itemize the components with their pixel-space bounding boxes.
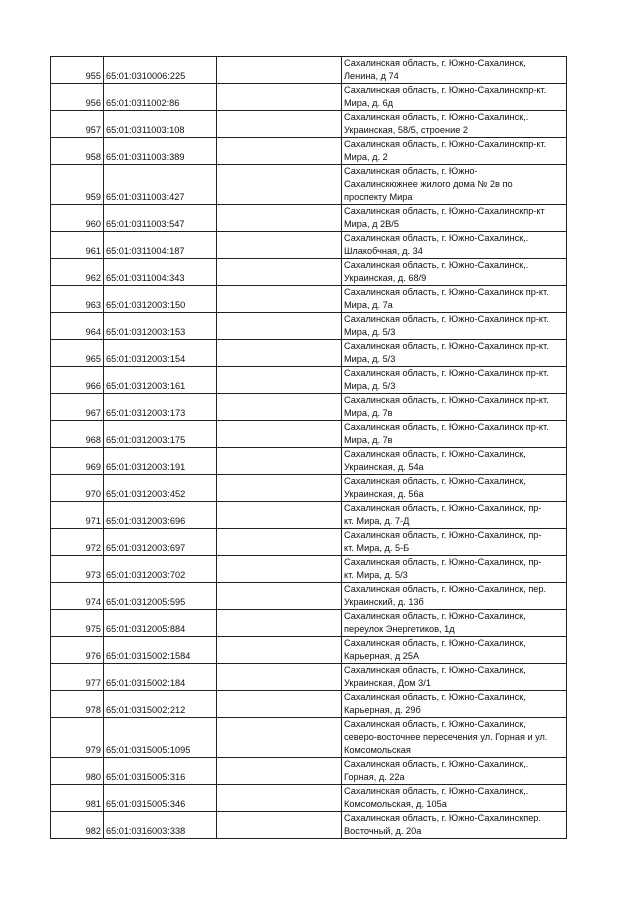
row-number: 962 (51, 259, 104, 286)
address-cell (342, 718, 567, 758)
row-number: 972 (51, 529, 104, 556)
empty-cell (217, 313, 342, 340)
address-line: Сахалинская область, г. Южно-Сахалинскпр-кт (344, 206, 545, 216)
address-line: Сахалинская область, г. Южно-Сахалинск,. (344, 112, 529, 122)
address-line: Мира, д. 7а (344, 300, 393, 310)
cadastral-number: 65:01:0311002:86 (104, 84, 217, 111)
address-cell (342, 556, 567, 583)
cadastral-number: 65:01:0315005:316 (104, 758, 217, 785)
address-line: кт. Мира, д. 7-Д (344, 516, 410, 526)
empty-cell (217, 259, 342, 286)
row-number: 959 (51, 165, 104, 205)
address-cell (342, 529, 567, 556)
empty-cell (217, 394, 342, 421)
row-number: 973 (51, 556, 104, 583)
empty-cell (217, 583, 342, 610)
table-row (51, 111, 567, 138)
cadastral-number: 65:01:0312003:175 (104, 421, 217, 448)
address-line: Сахалинская область, г. Южно-Сахалинск, (344, 58, 526, 68)
address-line: Сахалинская область, г. Южно-Сахалинск,. (344, 233, 529, 243)
address-cell (342, 785, 567, 812)
table-row (51, 502, 567, 529)
row-number: 971 (51, 502, 104, 529)
address-line: Сахалинская область, г. Южно-Сахалинскпр-кт. (344, 139, 547, 149)
address-line: Карьерная, д 25А (344, 651, 420, 661)
address-line: Мира, д. 5/3 (344, 327, 396, 337)
row-number: 978 (51, 691, 104, 718)
address-line: Мира, д 2В/5 (344, 219, 399, 229)
empty-cell (217, 502, 342, 529)
cadastral-number: 65:01:0312003:154 (104, 340, 217, 367)
address-line: Сахалинская область, г. Южно-Сахалинскпер. (344, 813, 541, 823)
row-number: 955 (51, 57, 104, 84)
address-cell (342, 286, 567, 313)
registry-table (50, 56, 567, 839)
empty-cell (217, 718, 342, 758)
registry-rows (51, 57, 567, 839)
row-number: 976 (51, 637, 104, 664)
address-cell (342, 84, 567, 111)
address-line: Украинская, 58/5, строение 2 (344, 125, 468, 135)
address-line: Комсомольская, д. 105а (344, 799, 447, 809)
empty-cell (217, 529, 342, 556)
address-line: Сахалинская область, г. Южно-Сахалинск,. (344, 260, 529, 270)
table-row (51, 475, 567, 502)
empty-cell (217, 691, 342, 718)
row-number: 980 (51, 758, 104, 785)
address-line: кт. Мира, д. 5/3 (344, 570, 408, 580)
empty-cell (217, 556, 342, 583)
table-row (51, 785, 567, 812)
row-number: 981 (51, 785, 104, 812)
address-line: Украинская, Дом 3/1 (344, 678, 431, 688)
table-row (51, 259, 567, 286)
row-number: 964 (51, 313, 104, 340)
cadastral-number: 65:01:0311003:108 (104, 111, 217, 138)
row-number: 963 (51, 286, 104, 313)
address-line: Сахалинская область, г. Южно-Сахалинск, пр- (344, 503, 542, 513)
address-cell (342, 340, 567, 367)
empty-cell (217, 785, 342, 812)
address-cell (342, 259, 567, 286)
address-cell (342, 367, 567, 394)
cadastral-number: 65:01:0312003:161 (104, 367, 217, 394)
row-number: 977 (51, 664, 104, 691)
empty-cell (217, 448, 342, 475)
address-line: Сахалинская область, г. Южно-Сахалинск, (344, 638, 526, 648)
address-line: Сахалинская область, г. Южно-Сахалинск пр-кт. (344, 395, 549, 405)
address-cell (342, 812, 567, 839)
row-number: 970 (51, 475, 104, 502)
address-line: Ленина, д 74 (344, 71, 399, 81)
address-line: переулок Энергетиков, 1д (344, 624, 455, 634)
address-line: Мира, д. 5/3 (344, 381, 396, 391)
cadastral-number: 65:01:0311003:547 (104, 205, 217, 232)
address-line: Сахалинская область, г. Южно-Сахалинск, (344, 611, 526, 621)
table-row (51, 421, 567, 448)
row-number: 969 (51, 448, 104, 475)
address-line: Сахалинская область, г. Южно-Сахалинск пр-кт. (344, 314, 549, 324)
address-line: Сахалинская область, г. Южно-Сахалинск, пр- (344, 530, 542, 540)
address-cell (342, 758, 567, 785)
address-line: Сахалинская область, г. Южно-Сахалинск пр-кт. (344, 341, 549, 351)
cadastral-number: 65:01:0315002:1584 (104, 637, 217, 664)
cadastral-number: 65:01:0315005:346 (104, 785, 217, 812)
table-row (51, 664, 567, 691)
address-line: Восточный, д. 20а (344, 826, 422, 836)
cadastral-number: 65:01:0315005:1095 (104, 718, 217, 758)
address-line: Украинская, д. 56а (344, 489, 424, 499)
address-line: Сахалинская область, г. Южно-Сахалинск, (344, 449, 526, 459)
empty-cell (217, 57, 342, 84)
row-number: 961 (51, 232, 104, 259)
table-row (51, 232, 567, 259)
table-row (51, 529, 567, 556)
table-row (51, 718, 567, 758)
address-cell (342, 394, 567, 421)
document-page (50, 56, 564, 839)
address-line: Сахалинская область, г. Южно-Сахалинск,. (344, 759, 529, 769)
address-cell (342, 610, 567, 637)
address-line: Сахалинскюжнее жилого дома № 2в по (344, 179, 513, 189)
address-line: Карьерная, д. 29б (344, 705, 421, 715)
row-number: 967 (51, 394, 104, 421)
row-number: 974 (51, 583, 104, 610)
address-line: Мира, д. 5/3 (344, 354, 396, 364)
address-line: Сахалинская область, г. Южно-Сахалинск, (344, 692, 526, 702)
cadastral-number: 65:01:0312005:884 (104, 610, 217, 637)
empty-cell (217, 84, 342, 111)
address-cell (342, 502, 567, 529)
address-line: Сахалинская область, г. Южно-Сахалинск, (344, 719, 526, 729)
empty-cell (217, 758, 342, 785)
cadastral-number: 65:01:0312005:595 (104, 583, 217, 610)
address-line: Сахалинская область, г. Южно- (344, 166, 478, 176)
empty-cell (217, 421, 342, 448)
empty-cell (217, 367, 342, 394)
table-row (51, 165, 567, 205)
row-number: 982 (51, 812, 104, 839)
empty-cell (217, 165, 342, 205)
address-line: Сахалинская область, г. Южно-Сахалинск, (344, 665, 526, 675)
cadastral-number: 65:01:0312003:696 (104, 502, 217, 529)
cadastral-number: 65:01:0312003:173 (104, 394, 217, 421)
cadastral-number: 65:01:0311004:187 (104, 232, 217, 259)
address-line: Мира, д. 2 (344, 152, 388, 162)
address-cell (342, 138, 567, 165)
table-row (51, 84, 567, 111)
address-cell (342, 111, 567, 138)
address-line: Сахалинская область, г. Южно-Сахалинск пр-кт. (344, 287, 549, 297)
table-row (51, 138, 567, 165)
address-cell (342, 205, 567, 232)
address-line: Мира, д. 7в (344, 408, 393, 418)
address-line: Сахалинская область, г. Южно-Сахалинск, пр- (344, 557, 542, 567)
address-line: Сахалинская область, г. Южно-Сахалинск, (344, 476, 526, 486)
empty-cell (217, 286, 342, 313)
empty-cell (217, 664, 342, 691)
address-cell (342, 313, 567, 340)
empty-cell (217, 111, 342, 138)
table-row (51, 313, 567, 340)
empty-cell (217, 340, 342, 367)
address-cell (342, 637, 567, 664)
address-line: Украинская, д. 68/9 (344, 273, 427, 283)
address-line: Мира, д. 7в (344, 435, 393, 445)
address-line: северо-восточнее пересечения ул. Горная и ул. (344, 732, 548, 742)
empty-cell (217, 138, 342, 165)
address-cell (342, 232, 567, 259)
table-row (51, 691, 567, 718)
empty-cell (217, 475, 342, 502)
address-line: проспекту Мира (344, 192, 413, 202)
address-line: Мира, д. 6д (344, 98, 394, 108)
address-cell (342, 57, 567, 84)
address-line: Украинский, д. 13б (344, 597, 424, 607)
row-number: 956 (51, 84, 104, 111)
table-row (51, 394, 567, 421)
row-number: 965 (51, 340, 104, 367)
cadastral-number: 65:01:0311003:389 (104, 138, 217, 165)
cadastral-number: 65:01:0312003:697 (104, 529, 217, 556)
row-number: 958 (51, 138, 104, 165)
address-line: Сахалинская область, г. Южно-Сахалинск пр-кт. (344, 422, 549, 432)
address-line: кт. Мира, д. 5-Б (344, 543, 410, 553)
address-line: Сахалинская область, г. Южно-Сахалинск пр-кт. (344, 368, 549, 378)
row-number: 975 (51, 610, 104, 637)
address-line: Сахалинская область, г. Южно-Сахалинск, пер. (344, 584, 547, 594)
cadastral-number: 65:01:0310006:225 (104, 57, 217, 84)
address-cell (342, 583, 567, 610)
cadastral-number: 65:01:0315002:212 (104, 691, 217, 718)
table-row (51, 758, 567, 785)
table-row (51, 812, 567, 839)
table-row (51, 583, 567, 610)
address-line: Сахалинская область, г. Южно-Сахалинск,. (344, 786, 529, 796)
address-line: Шлакобчная, д. 34 (344, 246, 423, 256)
empty-cell (217, 812, 342, 839)
empty-cell (217, 637, 342, 664)
row-number: 968 (51, 421, 104, 448)
address-cell (342, 165, 567, 205)
address-line: Украинская, д. 54а (344, 462, 424, 472)
table-row (51, 556, 567, 583)
empty-cell (217, 610, 342, 637)
cadastral-number: 65:01:0312003:452 (104, 475, 217, 502)
address-line: Горная, д. 22а (344, 772, 405, 782)
row-number: 979 (51, 718, 104, 758)
cadastral-number: 65:01:0311004:343 (104, 259, 217, 286)
address-cell (342, 448, 567, 475)
cadastral-number: 65:01:0315002:184 (104, 664, 217, 691)
table-row (51, 637, 567, 664)
table-row (51, 340, 567, 367)
address-line: Комсомольская (344, 745, 411, 755)
table-row (51, 205, 567, 232)
table-row (51, 610, 567, 637)
row-number: 966 (51, 367, 104, 394)
cadastral-number: 65:01:0311003:427 (104, 165, 217, 205)
address-cell (342, 475, 567, 502)
cadastral-number: 65:01:0316003:338 (104, 812, 217, 839)
table-row (51, 286, 567, 313)
address-cell (342, 664, 567, 691)
table-row (51, 57, 567, 84)
row-number: 960 (51, 205, 104, 232)
address-line: Сахалинская область, г. Южно-Сахалинскпр-кт. (344, 85, 547, 95)
cadastral-number: 65:01:0312003:150 (104, 286, 217, 313)
table-row (51, 448, 567, 475)
address-cell (342, 691, 567, 718)
address-cell (342, 421, 567, 448)
row-number: 957 (51, 111, 104, 138)
empty-cell (217, 232, 342, 259)
cadastral-number: 65:01:0312003:191 (104, 448, 217, 475)
cadastral-number: 65:01:0312003:702 (104, 556, 217, 583)
empty-cell (217, 205, 342, 232)
table-row (51, 367, 567, 394)
cadastral-number: 65:01:0312003:153 (104, 313, 217, 340)
